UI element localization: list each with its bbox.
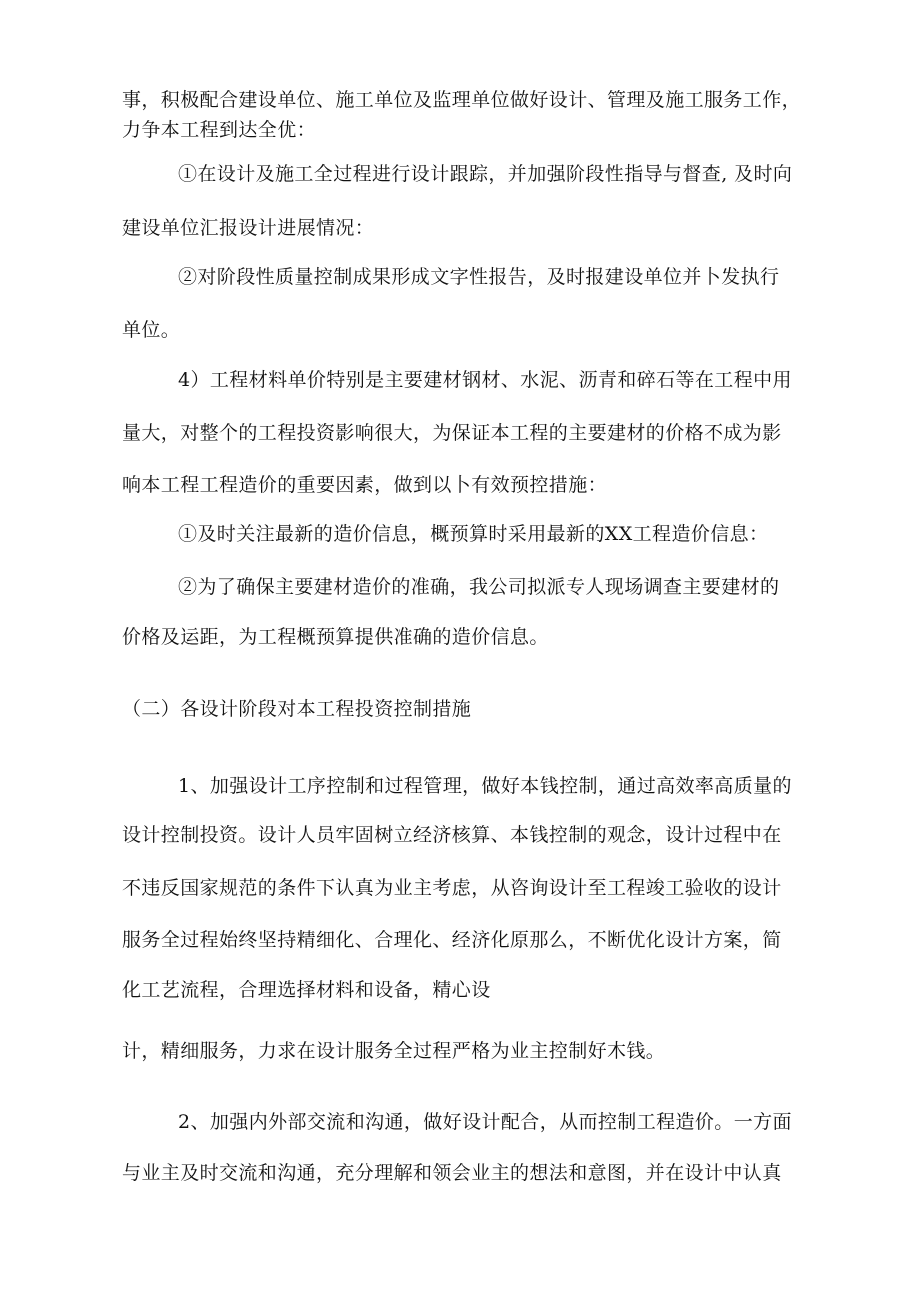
text-line: 单位。 — [122, 319, 181, 341]
section-heading: （二）各设计阶段对本工程投资控制措施 — [122, 698, 472, 720]
text-line: 计，精细服务，力求在设计服务全过程严格为业主控制好木钱。 — [122, 1040, 666, 1062]
text-line: 不违反国家规范的条件下认真为业主考虑，从咨询设计至工程竣工验收的设计 — [122, 877, 782, 899]
text-line: 响本工程工程造价的重要因素，做到以卜有效预控措施： — [122, 474, 608, 496]
text-line: 力争本工程到达全优： — [122, 119, 317, 141]
text-line: ②对阶段性质量控制成果形成文字性报告，及时报建设单位并卜发执行 — [178, 266, 780, 288]
text-line: 设计控制投资。设计人员牢固树立经济核算、本钱控制的观念，设计过程中在 — [122, 824, 782, 846]
text-line: 量大，对整个的工程投资影响很大，为保证本工程的主要建材的价格不成为影 — [122, 422, 782, 444]
text-line: 建设单位汇报设计进展情况： — [122, 217, 375, 239]
text-line: ②为了确保主要建材造价的准确，我公司拟派专人现场调查主要建材的 — [178, 576, 780, 598]
text-line: 1、加强设计工序控制和过程管理，做好本钱控制，通过高效率高质量的 — [178, 775, 792, 797]
text-line: 服务全过程始终坚持精细化、合理化、经济化原那么，不断优化设计方案，简 — [122, 929, 782, 951]
text-line: 价格及运距，为工程概预算提供准确的造价信息。 — [122, 626, 549, 648]
text-line: ①及时关注最新的造价信息，概预算时采用最新的XX工程造价信息： — [178, 523, 769, 545]
text-line: 4）工程材料单价特别是主要建材钢材、水泥、沥青和碎石等在工程中用 — [178, 369, 792, 391]
text-line: ①在设计及施工全过程进行设计跟踪，并加强阶段性指导与督查, 及时向 — [178, 163, 793, 185]
text-line: 2、加强内外部交流和沟通，做好设计配合，从而控制工程造价。一方面 — [178, 1111, 792, 1133]
text-line: 化工艺流程，合理选择材料和设备，精心设 — [122, 979, 491, 1001]
text-line: 与业主及时交流和沟通，充分理解和领会业主的想法和意图，并在设计中认真 — [122, 1162, 782, 1184]
text-line: 事，积极配合建设单位、施工单位及监理单位做好设计、管理及施工服务工作， — [122, 89, 802, 111]
